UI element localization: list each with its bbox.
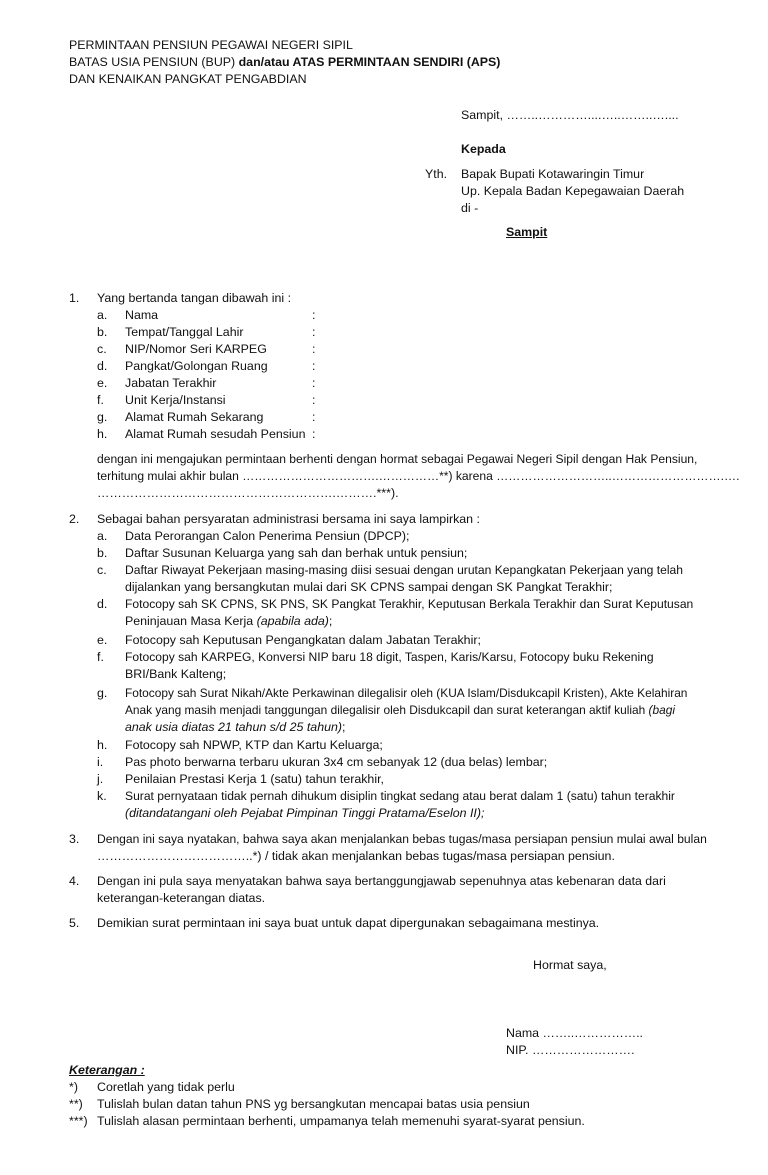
header-line-2-mid: dan/atau	[238, 55, 293, 69]
list-item-continuation: BRI/Bank Kalteng;	[125, 667, 227, 681]
note-item: Coretlah yang tidak perlu	[97, 1080, 235, 1094]
field-letter: c.	[97, 342, 107, 356]
list-item-continuation	[125, 702, 675, 719]
field-label-pangkat: Pangkat/Golongan Ruang	[125, 359, 268, 373]
header-line-1: PERMINTAAN PENSIUN PEGAWAI NEGERI SIPIL	[69, 38, 353, 52]
cont-text: Peninjauan Masa Kerja	[125, 614, 257, 628]
field-letter: d.	[97, 359, 108, 373]
section-5-number: 5.	[69, 916, 80, 930]
cont-end: ;	[328, 614, 333, 628]
item-letter: c.	[97, 563, 107, 577]
header-line-2-bold: ATAS PERMINTAAN SENDIRI (APS)	[292, 55, 501, 69]
field-letter: f.	[97, 393, 104, 407]
field-label-alamat-sesudah-pensiun: Alamat Rumah sesudah Pensiun	[125, 427, 306, 441]
recipient-line-3: di -	[461, 201, 479, 215]
field-label-unit-kerja: Unit Kerja/Instansi	[125, 393, 226, 407]
item-letter: b.	[97, 546, 108, 560]
field-letter: a.	[97, 308, 108, 322]
note-item: Tulislah bulan datan tahun PNS yg bersangkutan mencapai batas usia pensiun	[97, 1097, 530, 1111]
signature-name: Nama ……..……………..	[506, 1026, 643, 1040]
list-item: Fotocopy sah Surat Nikah/Akte Perkawinan dilegalisir oleh (KUA Islam/Disdukcapil Kristen), Akte Kelahiran	[125, 686, 688, 700]
section-2-intro: Sebagai bahan persyaratan administrasi bersama ini saya lampirkan :	[97, 512, 480, 526]
item-letter: g.	[97, 686, 108, 700]
field-colon: :	[312, 410, 316, 424]
item-letter: k.	[97, 789, 107, 803]
cont-italic: (apabila ada)	[256, 614, 329, 628]
recipient-line-2: Up. Kepala Badan Kepegawaian Daerah	[461, 184, 685, 198]
item-letter: e.	[97, 633, 108, 647]
section-4-line-1: Dengan ini pula saya menyatakan bahwa saya bertanggungjawab sepenuhnya atas kebenaran data dari	[97, 874, 666, 888]
list-item-continuation-2	[125, 719, 345, 736]
list-item: Fotocopy sah SK CPNS, SK PNS, SK Pangkat Terakhir, Keputusan Berkala Terakhir dan Surat Keputusan	[125, 597, 694, 611]
list-item: Penilaian Prestasi Kerja 1 (satu) tahun terakhir,	[125, 772, 384, 786]
item-letter: a.	[97, 529, 108, 543]
list-item: Daftar Riwayat Pekerjaan masing-masing diisi sesuai dengan urutan Kepangkatan Pekerjaan yang telah	[125, 563, 683, 577]
list-item-continuation	[125, 613, 332, 630]
header-line-2-prefix: BATAS USIA PENSIUN (BUP)	[69, 55, 239, 69]
field-colon: :	[312, 393, 316, 407]
field-label-nama: Nama	[125, 308, 159, 322]
field-colon: :	[312, 376, 316, 390]
field-colon: :	[312, 342, 316, 356]
section-4-line-2: keterangan-keterangan diatas.	[97, 891, 266, 905]
cont2-end: ;	[342, 720, 346, 734]
header-line-2	[69, 54, 500, 71]
field-colon: :	[312, 427, 316, 441]
item-letter: f.	[97, 650, 104, 664]
field-colon: :	[312, 359, 316, 373]
section-5-line-1: Demikian surat permintaan ini saya buat untuk dapat dipergunakan sebagaimana mestinya.	[97, 916, 600, 930]
item-letter: i.	[97, 755, 104, 769]
notes-title: Keterangan :	[69, 1063, 145, 1077]
list-item: Daftar Susunan Keluarga yang sah dan berhak untuk pensiun;	[125, 546, 468, 560]
cont-italic: (bagi	[648, 703, 675, 717]
note-mark: *)	[69, 1080, 78, 1094]
field-label-jabatan: Jabatan Terakhir	[125, 376, 217, 390]
field-label-alamat-sekarang: Alamat Rumah Sekarang	[125, 410, 264, 424]
kepada-label: Kepada	[461, 142, 506, 156]
item-letter: j.	[97, 772, 104, 786]
cont-text: Anak yang masih menjadi tanggungan dilegalisir oleh Disdukcapil dan surat keterangan aktif kuliah	[125, 703, 649, 717]
section-1-number: 1.	[69, 291, 80, 305]
section-2-number: 2.	[69, 512, 80, 526]
item-letter: h.	[97, 738, 108, 752]
list-item-continuation: dijalankan yang bersangkutan mulai dari SK CPNS sampai dengan SK Pangkat Terakhir;	[125, 580, 613, 594]
recipient-line-1: Bapak Bupati Kotawaringin Timur	[461, 167, 645, 181]
list-item: Data Perorangan Calon Penerima Pensiun (DPCP);	[125, 529, 410, 543]
note-mark: **)	[69, 1097, 83, 1111]
cont2-italic: anak usia diatas 21 tahun s/d 25 tahun)	[125, 720, 342, 734]
list-item-continuation: (ditandatangani oleh Pejabat Pimpinan Tinggi Pratama/Eselon II);	[125, 806, 485, 820]
field-letter: g.	[97, 410, 108, 424]
note-item: Tulislah alasan permintaan berhenti, umpamanya telah memenuhi syarat-syarat pensiun.	[97, 1114, 585, 1128]
section-4-number: 4.	[69, 874, 80, 888]
place-date: Sampit, ……..…………....…..……..…....	[461, 108, 679, 122]
list-item: Fotocopy sah KARPEG, Konversi NIP baru 18 digit, Taspen, Karis/Karsu, Fotocopy buku Rekening	[125, 650, 654, 664]
header-line-3: DAN KENAIKAN PANGKAT PENGABDIAN	[69, 72, 307, 86]
section-3-line-1: Dengan ini saya nyatakan, bahwa saya akan menjalankan bebas tugas/masa persiapan pensiun mulai awal bulan	[97, 832, 707, 846]
list-item: Surat pernyataan tidak pernah dihukum disiplin tingkat sedang atau berat dalam 1 (satu) tahun terakhir	[125, 789, 675, 803]
field-label-tempat-tanggal-lahir: Tempat/Tanggal Lahir	[125, 325, 244, 339]
field-letter: h.	[97, 427, 108, 441]
section-1-intro: Yang bertanda tangan dibawah ini :	[97, 291, 292, 305]
note-mark: ***)	[69, 1114, 88, 1128]
yth-label: Yth.	[425, 167, 448, 181]
section-1-para-line-2: terhitung mulai akhir bulan …………………………….……………**) karena ………………………..……………………….….	[97, 469, 740, 483]
field-colon: :	[312, 325, 316, 339]
field-letter: e.	[97, 376, 108, 390]
list-item: Pas photo berwarna terbaru ukuran 3x4 cm sebanyak 12 (dua belas) lembar;	[125, 755, 548, 769]
field-colon: :	[312, 308, 316, 322]
list-item: Fotocopy sah Keputusan Pengangkatan dalam Jabatan Terakhir;	[125, 633, 481, 647]
signature-nip: NIP. …………………….	[506, 1043, 635, 1057]
field-letter: b.	[97, 325, 108, 339]
item-letter: d.	[97, 597, 108, 611]
field-label-nip: NIP/Nomor Seri KARPEG	[125, 342, 267, 356]
list-item: Fotocopy sah NPWP, KTP dan Kartu Keluarga;	[125, 738, 383, 752]
section-1-para-line-1: dengan ini mengajukan permintaan berhenti dengan hormat sebagai Pegawai Negeri Sipil dengan Hak Pensiun,	[97, 452, 698, 466]
signature-closing: Hormat saya,	[533, 958, 607, 972]
section-1-para-line-3: ………………………………………………….……….***).	[97, 486, 399, 500]
section-3-line-2: ………………………………..*) / tidak akan menjalankan bebas tugas/masa persiapan pensiun.	[97, 849, 615, 863]
section-3-number: 3.	[69, 832, 80, 846]
recipient-city: Sampit	[506, 225, 548, 239]
